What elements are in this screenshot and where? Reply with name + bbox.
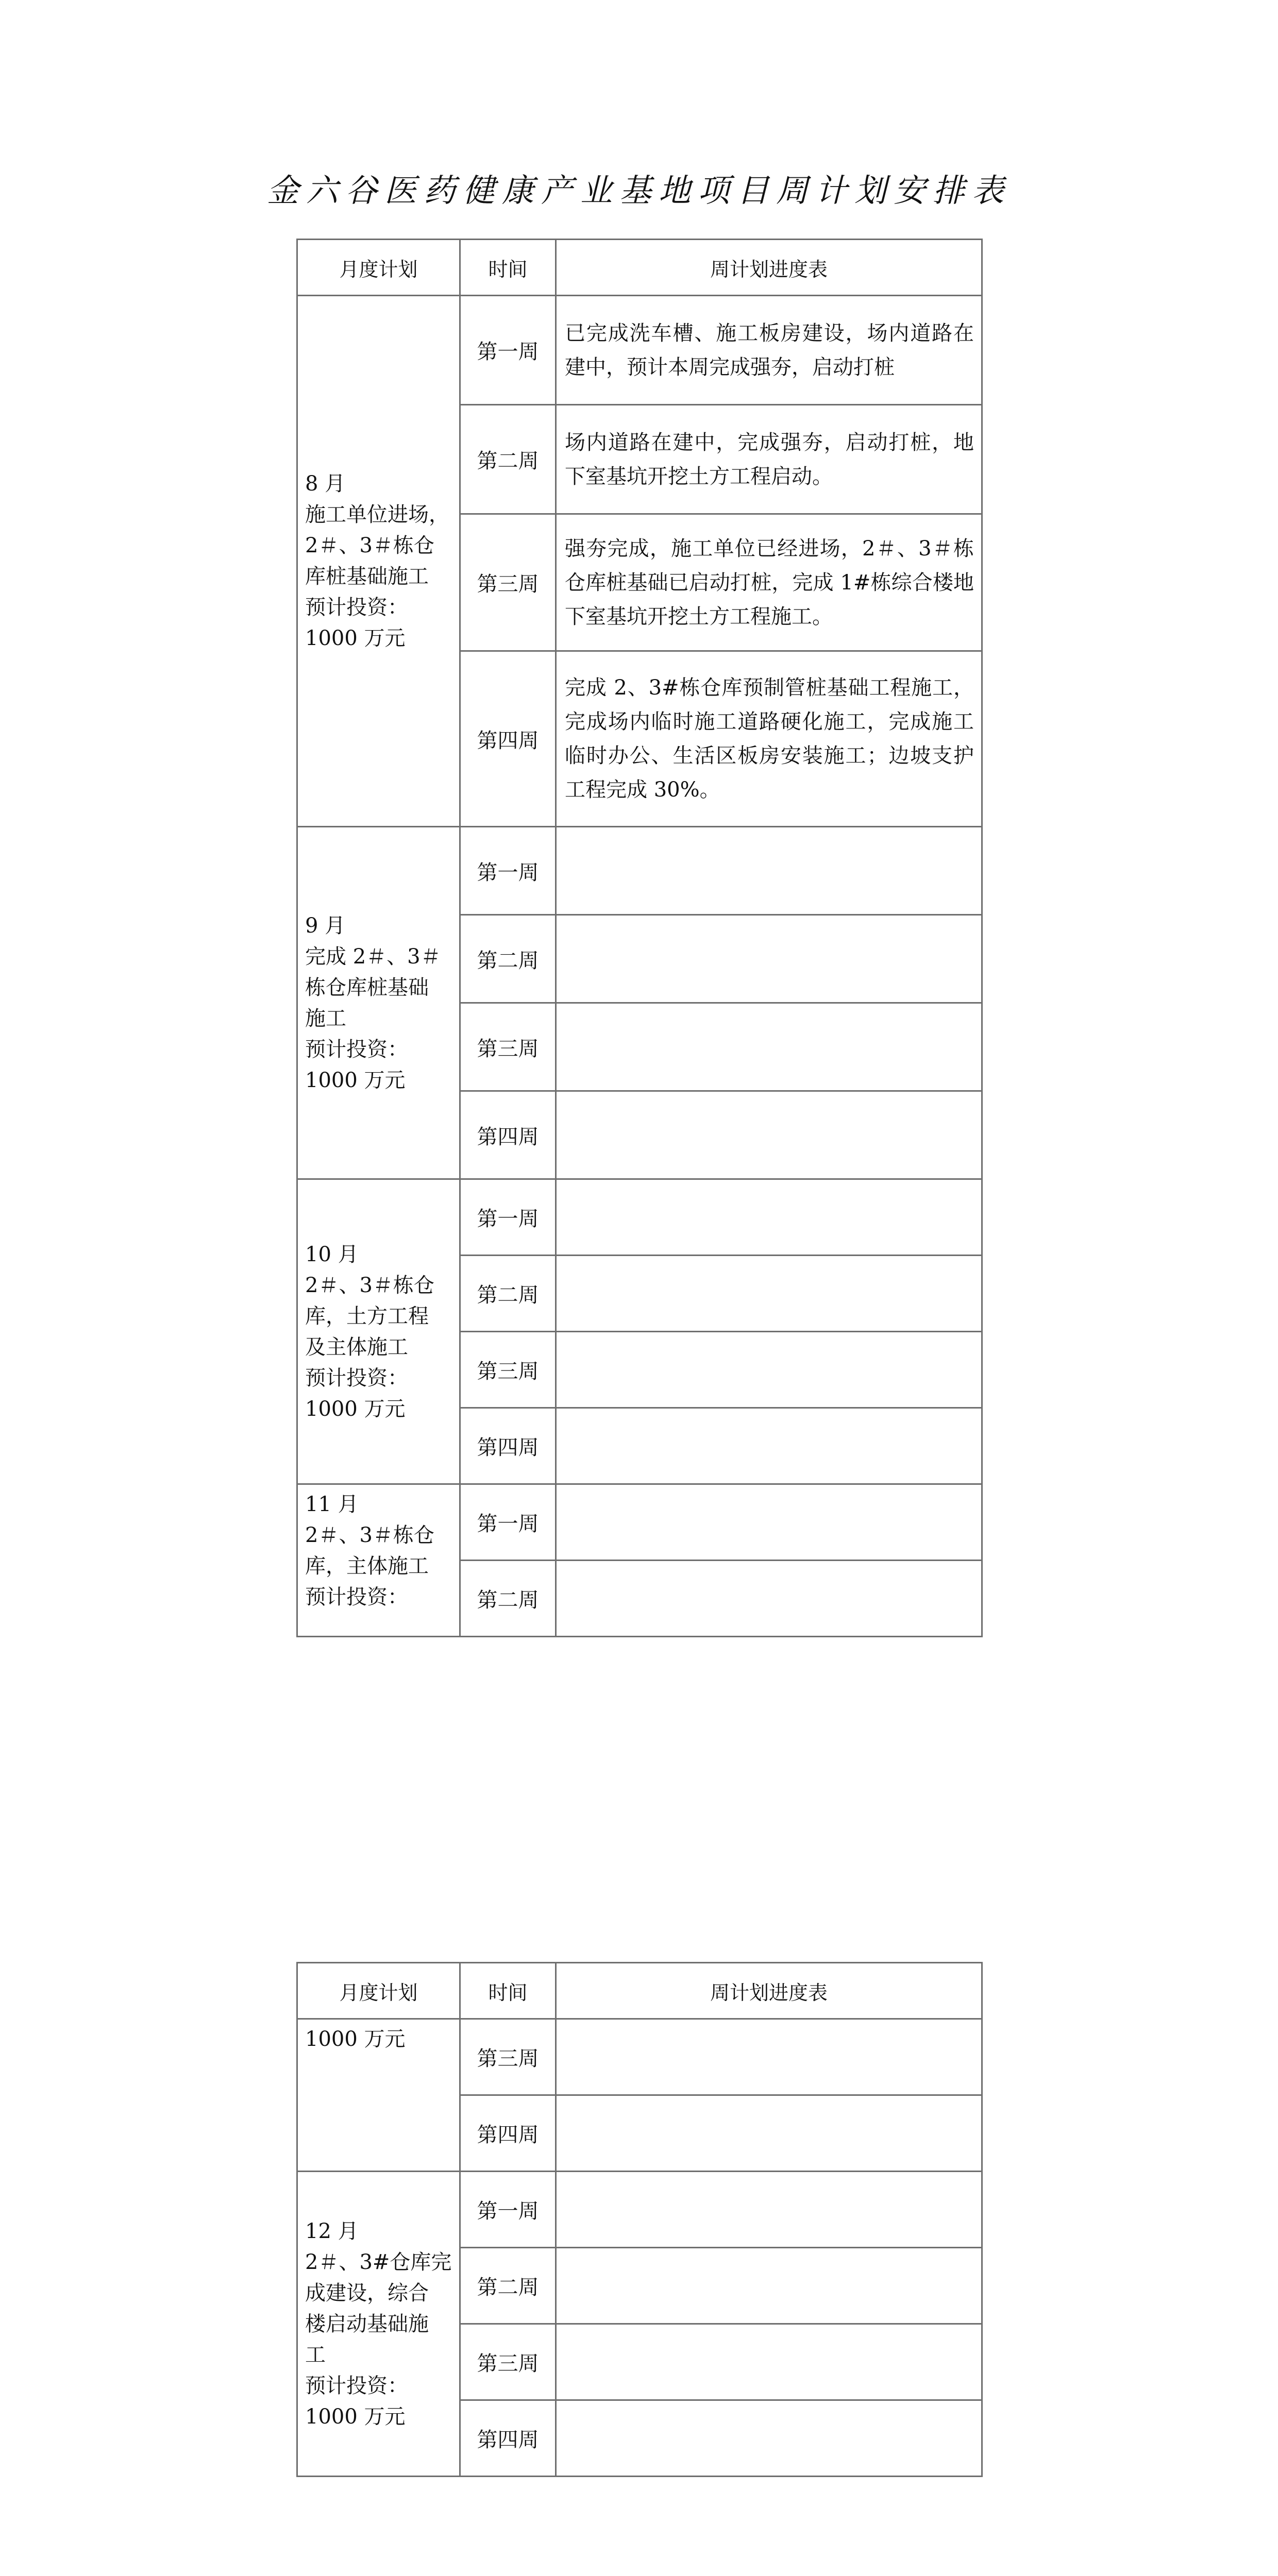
month-plan-oct: 10 月 2＃、3＃栋仓 库，土方工程 及主体施工 预计投资： 1000 万元	[297, 1179, 460, 1484]
header-month: 月度计划	[297, 240, 460, 296]
week-progress	[556, 2248, 982, 2324]
week-label: 第一周	[460, 827, 556, 915]
week-progress: 场内道路在建中，完成强夯，启动打桩，地下室基坑开挖土方工程启动。	[556, 405, 982, 514]
header-time: 时间	[460, 240, 556, 296]
week-label: 第三周	[460, 514, 556, 651]
week-label: 第三周	[460, 2019, 556, 2095]
week-label: 第二周	[460, 1256, 556, 1332]
header-time: 时间	[460, 1963, 556, 2019]
week-label: 第四周	[460, 2095, 556, 2172]
week-progress	[556, 1003, 982, 1091]
week-label: 第二周	[460, 405, 556, 514]
month-plan-nov: 11 月 2＃、3＃栋仓 库，主体施工 预计投资：	[297, 1484, 460, 1637]
week-progress: 完成 2、3#栋仓库预制管桩基础工程施工，完成场内临时施工道路硬化施工，完成施工临时办公、生活区板房安装施工；边坡支护工程完成 30%。	[556, 651, 982, 827]
week-progress	[556, 915, 982, 1003]
week-label: 第四周	[460, 2400, 556, 2477]
week-label: 第一周	[460, 296, 556, 405]
month-plan-aug: 8 月 施工单位进场， 2＃、3＃栋仓 库桩基础施工 预计投资： 1000 万元	[297, 296, 460, 827]
week-label: 第三周	[460, 1332, 556, 1408]
header-row	[297, 240, 982, 296]
week-progress	[556, 2172, 982, 2248]
header-month: 月度计划	[297, 1963, 460, 2019]
table-row	[297, 296, 982, 405]
schedule-table-page2	[296, 1962, 983, 2477]
week-progress	[556, 1091, 982, 1179]
week-label: 第四周	[460, 651, 556, 827]
table-row	[297, 827, 982, 915]
schedule-table-page1	[296, 239, 983, 1637]
month-plan-nov-cont: 1000 万元	[297, 2019, 460, 2172]
week-progress	[556, 1179, 982, 1256]
week-progress	[556, 1332, 982, 1408]
table-row	[297, 1179, 982, 1256]
table-row	[297, 2172, 982, 2248]
week-progress	[556, 2019, 982, 2095]
week-label: 第二周	[460, 915, 556, 1003]
week-label: 第三周	[460, 2324, 556, 2400]
week-progress	[556, 1484, 982, 1561]
week-progress	[556, 2400, 982, 2477]
header-progress: 周计划进度表	[556, 1963, 982, 2019]
week-label: 第二周	[460, 1561, 556, 1637]
week-progress	[556, 1408, 982, 1484]
header-row	[297, 1963, 982, 2019]
table-row	[297, 1484, 982, 1561]
week-progress	[556, 827, 982, 915]
header-progress: 周计划进度表	[556, 240, 982, 296]
month-plan-dec: 12 月 2＃、3#仓库完 成建设，综合 楼启动基础施 工 预计投资： 1000 万元	[297, 2172, 460, 2477]
week-label: 第二周	[460, 2248, 556, 2324]
week-progress: 强夯完成，施工单位已经进场，2＃、3＃栋仓库桩基础已启动打桩，完成 1#栋综合楼地下室基坑开挖土方工程施工。	[556, 514, 982, 651]
month-plan-sep: 9 月 完成 2＃、3＃ 栋仓库桩基础 施工 预计投资： 1000 万元	[297, 827, 460, 1179]
week-progress	[556, 1256, 982, 1332]
week-progress	[556, 2324, 982, 2400]
week-progress	[556, 1561, 982, 1637]
week-label: 第一周	[460, 1179, 556, 1256]
week-label: 第一周	[460, 2172, 556, 2248]
week-label: 第四周	[460, 1408, 556, 1484]
week-progress	[556, 2095, 982, 2172]
week-label: 第一周	[460, 1484, 556, 1561]
week-label: 第三周	[460, 1003, 556, 1091]
week-label: 第四周	[460, 1091, 556, 1179]
table-row	[297, 2019, 982, 2095]
document-title: 金六谷医药健康产业基地项目周计划安排表	[266, 172, 1011, 209]
week-progress: 已完成洗车槽、施工板房建设，场内道路在建中，预计本周完成强夯，启动打桩	[556, 296, 982, 405]
